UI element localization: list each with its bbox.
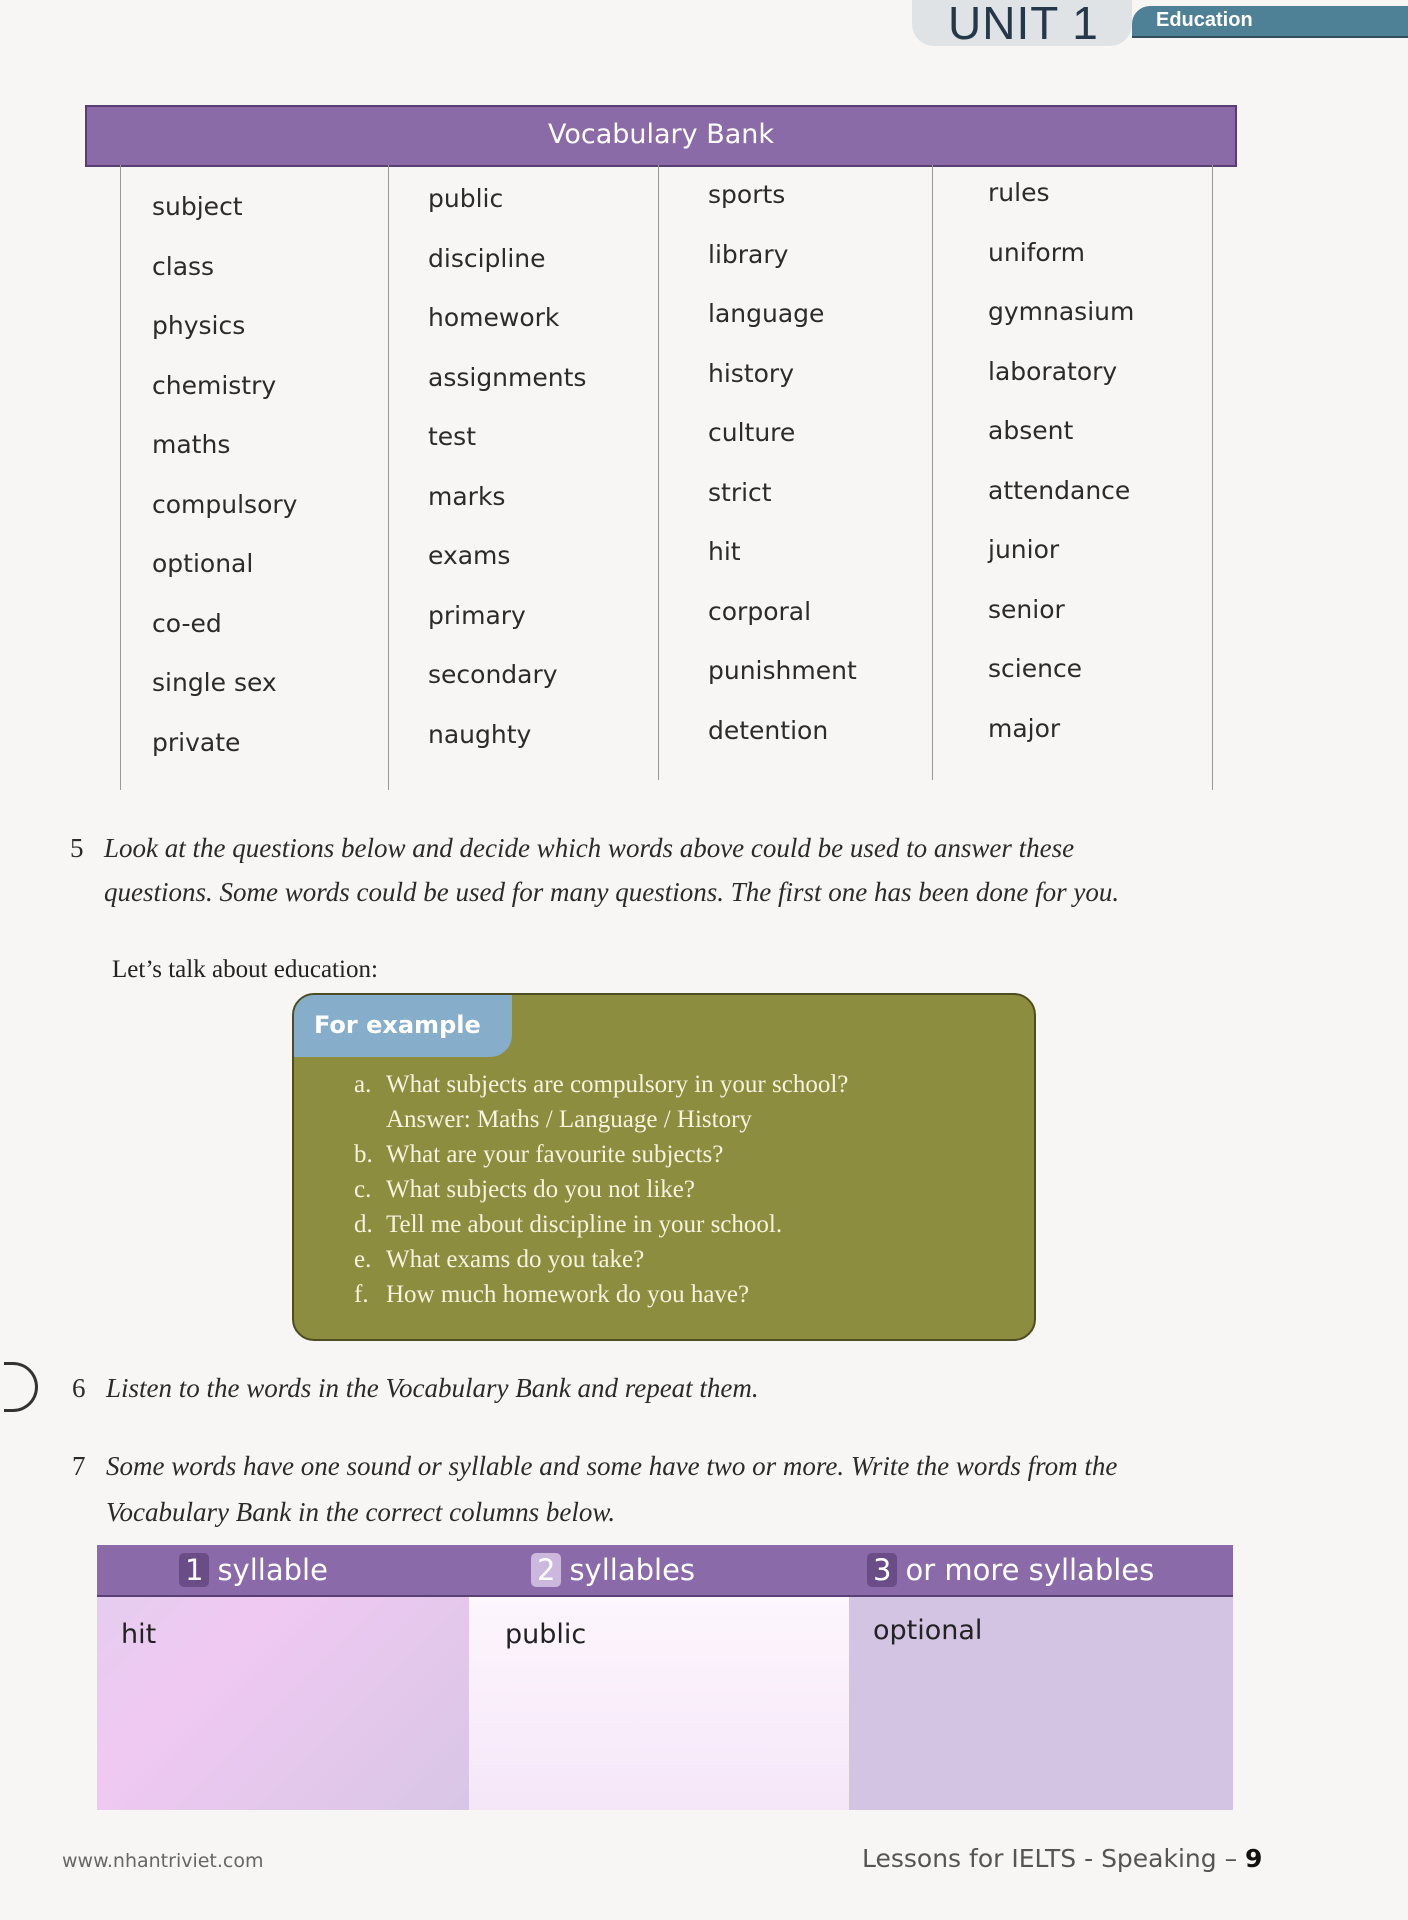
column-divider	[388, 165, 389, 790]
column-word: hit	[121, 1619, 157, 1650]
vocab-word: subject	[152, 192, 243, 221]
item-letter: f.	[354, 1281, 369, 1308]
vocab-word: primary	[428, 600, 526, 630]
header-2-syllables	[531, 1553, 695, 1587]
exercise-number: 5	[70, 833, 84, 863]
column-divider	[1212, 165, 1213, 790]
book-title: Lessons for IELTS - Speaking –	[862, 1844, 1238, 1873]
header-3-syllables	[867, 1553, 1154, 1587]
vocab-word: private	[152, 727, 241, 757]
item-letter: a.	[354, 1071, 372, 1098]
column-divider	[658, 165, 659, 780]
vocab-word: history	[708, 358, 794, 388]
column-word: public	[505, 1619, 587, 1650]
example-list	[354, 1067, 848, 1312]
vocab-word: major	[988, 713, 1061, 743]
vocab-word: absent	[988, 416, 1074, 445]
example-item	[354, 1242, 848, 1277]
example-item	[354, 1172, 848, 1207]
vocab-word: laboratory	[988, 356, 1118, 386]
vocab-word: library	[708, 239, 789, 269]
vocab-word: science	[988, 654, 1083, 683]
item-letter: d.	[354, 1211, 373, 1238]
vocab-word: junior	[988, 535, 1060, 564]
item-text: What subjects are compulsory in your school?	[386, 1071, 849, 1098]
header-label: syllable	[217, 1553, 328, 1587]
header-label: or more syllables	[905, 1553, 1155, 1587]
exercise-number: 7	[72, 1451, 86, 1481]
example-item	[354, 1067, 848, 1102]
header-number: 3	[867, 1553, 897, 1587]
vocab-word: homework	[428, 303, 560, 332]
vocab-word: assignments	[428, 362, 587, 392]
vocab-word: maths	[152, 430, 231, 459]
vocab-word: secondary	[428, 660, 558, 689]
exercise-7	[72, 1444, 1117, 1488]
vocab-word: uniform	[988, 237, 1085, 267]
item-text: What are your favourite subjects?	[386, 1141, 724, 1168]
example-item	[354, 1102, 848, 1137]
exercise-number: 6	[72, 1373, 86, 1403]
exercise-6	[72, 1366, 759, 1410]
vocab-word: hit	[708, 537, 741, 566]
vocab-word: exams	[428, 541, 511, 570]
header-number: 2	[531, 1553, 561, 1587]
item-text: What exams do you take?	[386, 1246, 645, 1273]
item-text: How much homework do you have?	[386, 1281, 750, 1308]
audio-icon[interactable]	[4, 1362, 38, 1412]
vocab-word: language	[708, 299, 825, 328]
vocab-word: sports	[708, 180, 786, 209]
vocab-word: gymnasium	[988, 297, 1135, 326]
column-1-syllable[interactable]	[97, 1597, 469, 1810]
exercise-5	[70, 826, 1074, 870]
item-text: Answer: Maths / Language / History	[386, 1106, 752, 1133]
vocab-word: attendance	[988, 475, 1131, 505]
header-number: 1	[179, 1553, 209, 1587]
vocab-word: physics	[152, 311, 246, 340]
exercise-text: Look at the questions below and decide which words above could be used to answer these	[104, 833, 1075, 863]
example-item	[354, 1137, 848, 1172]
page-number: 9	[1245, 1844, 1263, 1873]
example-tab: For example	[294, 995, 512, 1057]
section-title: Education	[1156, 9, 1253, 31]
vocab-word: optional	[152, 549, 254, 578]
vocab-word: senior	[988, 594, 1065, 624]
section-banner	[1132, 6, 1408, 38]
unit-title: UNIT 1	[948, 0, 1099, 49]
item-text: What subjects do you not like?	[386, 1176, 695, 1203]
vocab-word: single sex	[152, 668, 277, 697]
vocab-word: naughty	[428, 719, 532, 749]
column-divider	[932, 165, 933, 780]
example-item	[354, 1207, 848, 1242]
column-3-syllables[interactable]	[849, 1597, 1233, 1810]
syllable-table-header	[97, 1545, 1233, 1597]
vocab-word: marks	[428, 481, 506, 511]
vocab-word: culture	[708, 418, 796, 447]
column-2-syllables[interactable]	[469, 1597, 849, 1810]
vocab-word: co-ed	[152, 608, 222, 638]
syllable-table	[97, 1545, 1233, 1810]
example-box	[292, 993, 1036, 1341]
header-1-syllable	[179, 1553, 328, 1587]
item-letter: b.	[354, 1141, 373, 1168]
book-footer	[862, 1844, 1262, 1873]
item-text: Tell me about discipline in your school.	[386, 1211, 783, 1238]
vocab-word: detention	[708, 715, 829, 745]
column-word: optional	[873, 1615, 983, 1646]
exercise-7-line2: Vocabulary Bank in the correct columns below.	[106, 1497, 616, 1527]
website: www.nhantriviet.com	[62, 1850, 264, 1872]
exercise-5-line2: questions. Some words could be used for many questions. The first one has been done for you.	[104, 877, 1120, 907]
exercise-text: Some words have one sound or syllable and some have two or more. Write the words from the	[106, 1451, 1118, 1481]
vocab-word: rules	[988, 178, 1050, 207]
vocab-word: class	[152, 251, 215, 281]
column-divider	[120, 165, 121, 790]
vocab-word: public	[428, 184, 504, 213]
example-item	[354, 1277, 848, 1312]
vocabulary-bank-title: Vocabulary Bank	[85, 105, 1237, 167]
vocab-word: punishment	[708, 656, 857, 685]
item-letter: c.	[354, 1176, 372, 1203]
item-letter: e.	[354, 1246, 372, 1273]
vocab-word: compulsory	[152, 489, 298, 519]
header-label: syllables	[569, 1553, 696, 1587]
vocab-word: chemistry	[152, 370, 277, 400]
vocab-word: discipline	[428, 243, 546, 273]
vocab-word: strict	[708, 477, 772, 507]
vocab-word: test	[428, 422, 477, 451]
intro-text: Let’s talk about education:	[112, 956, 378, 983]
exercise-text: Listen to the words in the Vocabulary Bank and repeat them.	[106, 1373, 759, 1403]
vocab-word: corporal	[708, 596, 812, 626]
